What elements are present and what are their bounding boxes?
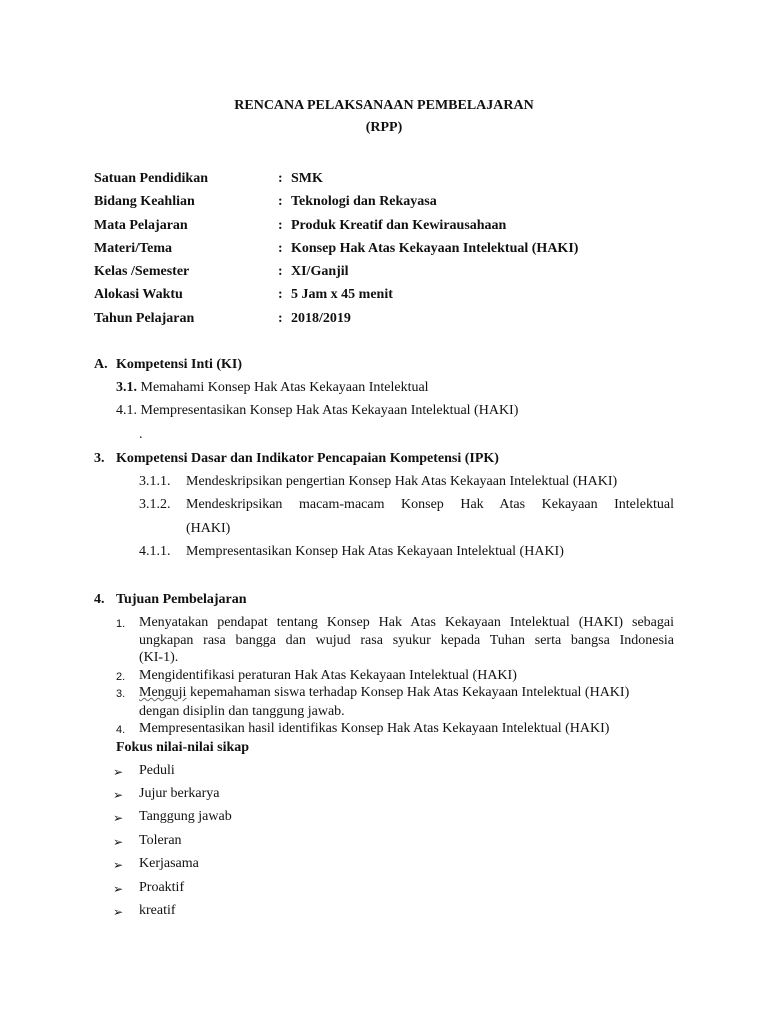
identity-label: Kelas /Semester <box>94 264 190 279</box>
arrow-bullet-icon: ➢ <box>113 811 124 825</box>
kd-item-text-cont: (HAKI) <box>186 521 231 536</box>
sikap-item: Kerjasama <box>139 856 199 871</box>
arrow-bullet-icon: ➢ <box>113 788 124 802</box>
goal-text-rest: kepemahaman siswa terhadap Konsep Hak Atas Kekayaan Intelektual (HAKI) <box>189 685 630 700</box>
identity-colon: : <box>278 194 283 209</box>
identity-value: Produk Kreatif dan Kewirausahaan <box>291 218 507 233</box>
goal-text: Menyatakan pendapat tentang Konsep Hak Atas Kekayaan Intelektual (HAKI) sebagai <box>139 615 674 630</box>
sikap-item: kreatif <box>139 903 176 918</box>
section-marker: 4. <box>94 592 105 607</box>
fokus-title: Fokus nilai-nilai sikap <box>116 740 250 755</box>
goal-number: 3. <box>116 688 126 700</box>
identity-value: 5 Jam x 45 menit <box>291 287 393 302</box>
arrow-bullet-icon: ➢ <box>113 858 124 872</box>
identity-label: Satuan Pendidikan <box>94 171 208 186</box>
kd-item-number: 3.1.1. <box>139 474 171 489</box>
section-title: Kompetensi Inti (KI) <box>116 357 242 372</box>
ki-item <box>116 380 429 396</box>
ki-item: 4.1. Mempresentasikan Konsep Hak Atas Kekayaan Intelektual (HAKI) <box>116 403 519 418</box>
section-marker: 3. <box>94 451 105 466</box>
section-marker: A. <box>94 357 108 372</box>
section-title: Tujuan Pembelajaran <box>116 592 247 607</box>
identity-colon: : <box>278 218 283 233</box>
section-title: Kompetensi Dasar dan Indikator Pencapaian Kompetensi (IPK) <box>116 451 499 466</box>
identity-label: Bidang Keahlian <box>94 194 195 209</box>
sikap-item: Tanggung jawab <box>139 809 232 824</box>
doc-subtitle: (RPP) <box>365 120 403 135</box>
goal-text: (KI-1). <box>139 650 179 665</box>
kd-item-number: 3.1.2. <box>139 497 171 512</box>
sikap-item: Toleran <box>139 833 182 848</box>
ki-item-text: Memahami Konsep Hak Atas Kekayaan Intelektual <box>140 380 429 395</box>
identity-colon: : <box>278 264 283 279</box>
identity-label: Tahun Pelajaran <box>94 311 195 326</box>
kd-item-text: Mendeskripsikan macam-macam Konsep Hak Atas Kekayaan Intelektual <box>186 497 674 512</box>
identity-label: Alokasi Waktu <box>94 287 183 302</box>
identity-value: SMK <box>291 171 323 186</box>
identity-label: Mata Pelajaran <box>94 218 188 233</box>
identity-value: Konsep Hak Atas Kekayaan Intelektual (HAKI) <box>291 241 579 256</box>
goal-number: 2. <box>116 671 126 683</box>
goal-text: Mempresentasikan hasil identifikas Konsep Hak Atas Kekayaan Intelektual (HAKI) <box>139 721 610 736</box>
ki-item-number: 3.1. <box>116 380 137 395</box>
stray-dot: . <box>139 427 143 442</box>
goal-number: 4. <box>116 724 126 736</box>
kd-item-text: Mendeskripsikan pengertian Konsep Hak Atas Kekayaan Intelektual (HAKI) <box>186 474 618 489</box>
identity-colon: : <box>278 171 283 186</box>
identity-value: XI/Ganjil <box>291 264 349 279</box>
sikap-item: Peduli <box>139 763 175 778</box>
goal-number: 1. <box>116 618 126 630</box>
identity-colon: : <box>278 311 283 326</box>
identity-colon: : <box>278 241 283 256</box>
kd-item-number: 4.1.1. <box>139 544 171 559</box>
identity-value: Teknologi dan Rekayasa <box>291 194 437 209</box>
arrow-bullet-icon: ➢ <box>113 905 124 919</box>
goal-text: ungkapan rasa bangga dan wujud rasa syukur kepada Tuhan serta bangsa Indonesia <box>139 633 674 648</box>
doc-title: RENCANA PELAKSANAAN PEMBELAJARAN <box>234 98 534 113</box>
goal-text: Mengidentifikasi peraturan Hak Atas Kekayaan Intelektual (HAKI) <box>139 668 517 683</box>
arrow-bullet-icon: ➢ <box>113 765 124 779</box>
kd-item-text: Mempresentasikan Konsep Hak Atas Kekayaan Intelektual (HAKI) <box>186 544 564 559</box>
goal-text <box>139 685 629 701</box>
goal-text-underlined: Menguji <box>139 685 187 700</box>
arrow-bullet-icon: ➢ <box>113 835 124 849</box>
identity-value: 2018/2019 <box>291 311 351 326</box>
identity-label: Materi/Tema <box>94 241 173 256</box>
goal-text: dengan disiplin dan tanggung jawab. <box>139 704 345 719</box>
identity-colon: : <box>278 287 283 302</box>
arrow-bullet-icon: ➢ <box>113 882 124 896</box>
sikap-item: Jujur berkarya <box>139 786 220 801</box>
sikap-item: Proaktif <box>139 880 185 895</box>
